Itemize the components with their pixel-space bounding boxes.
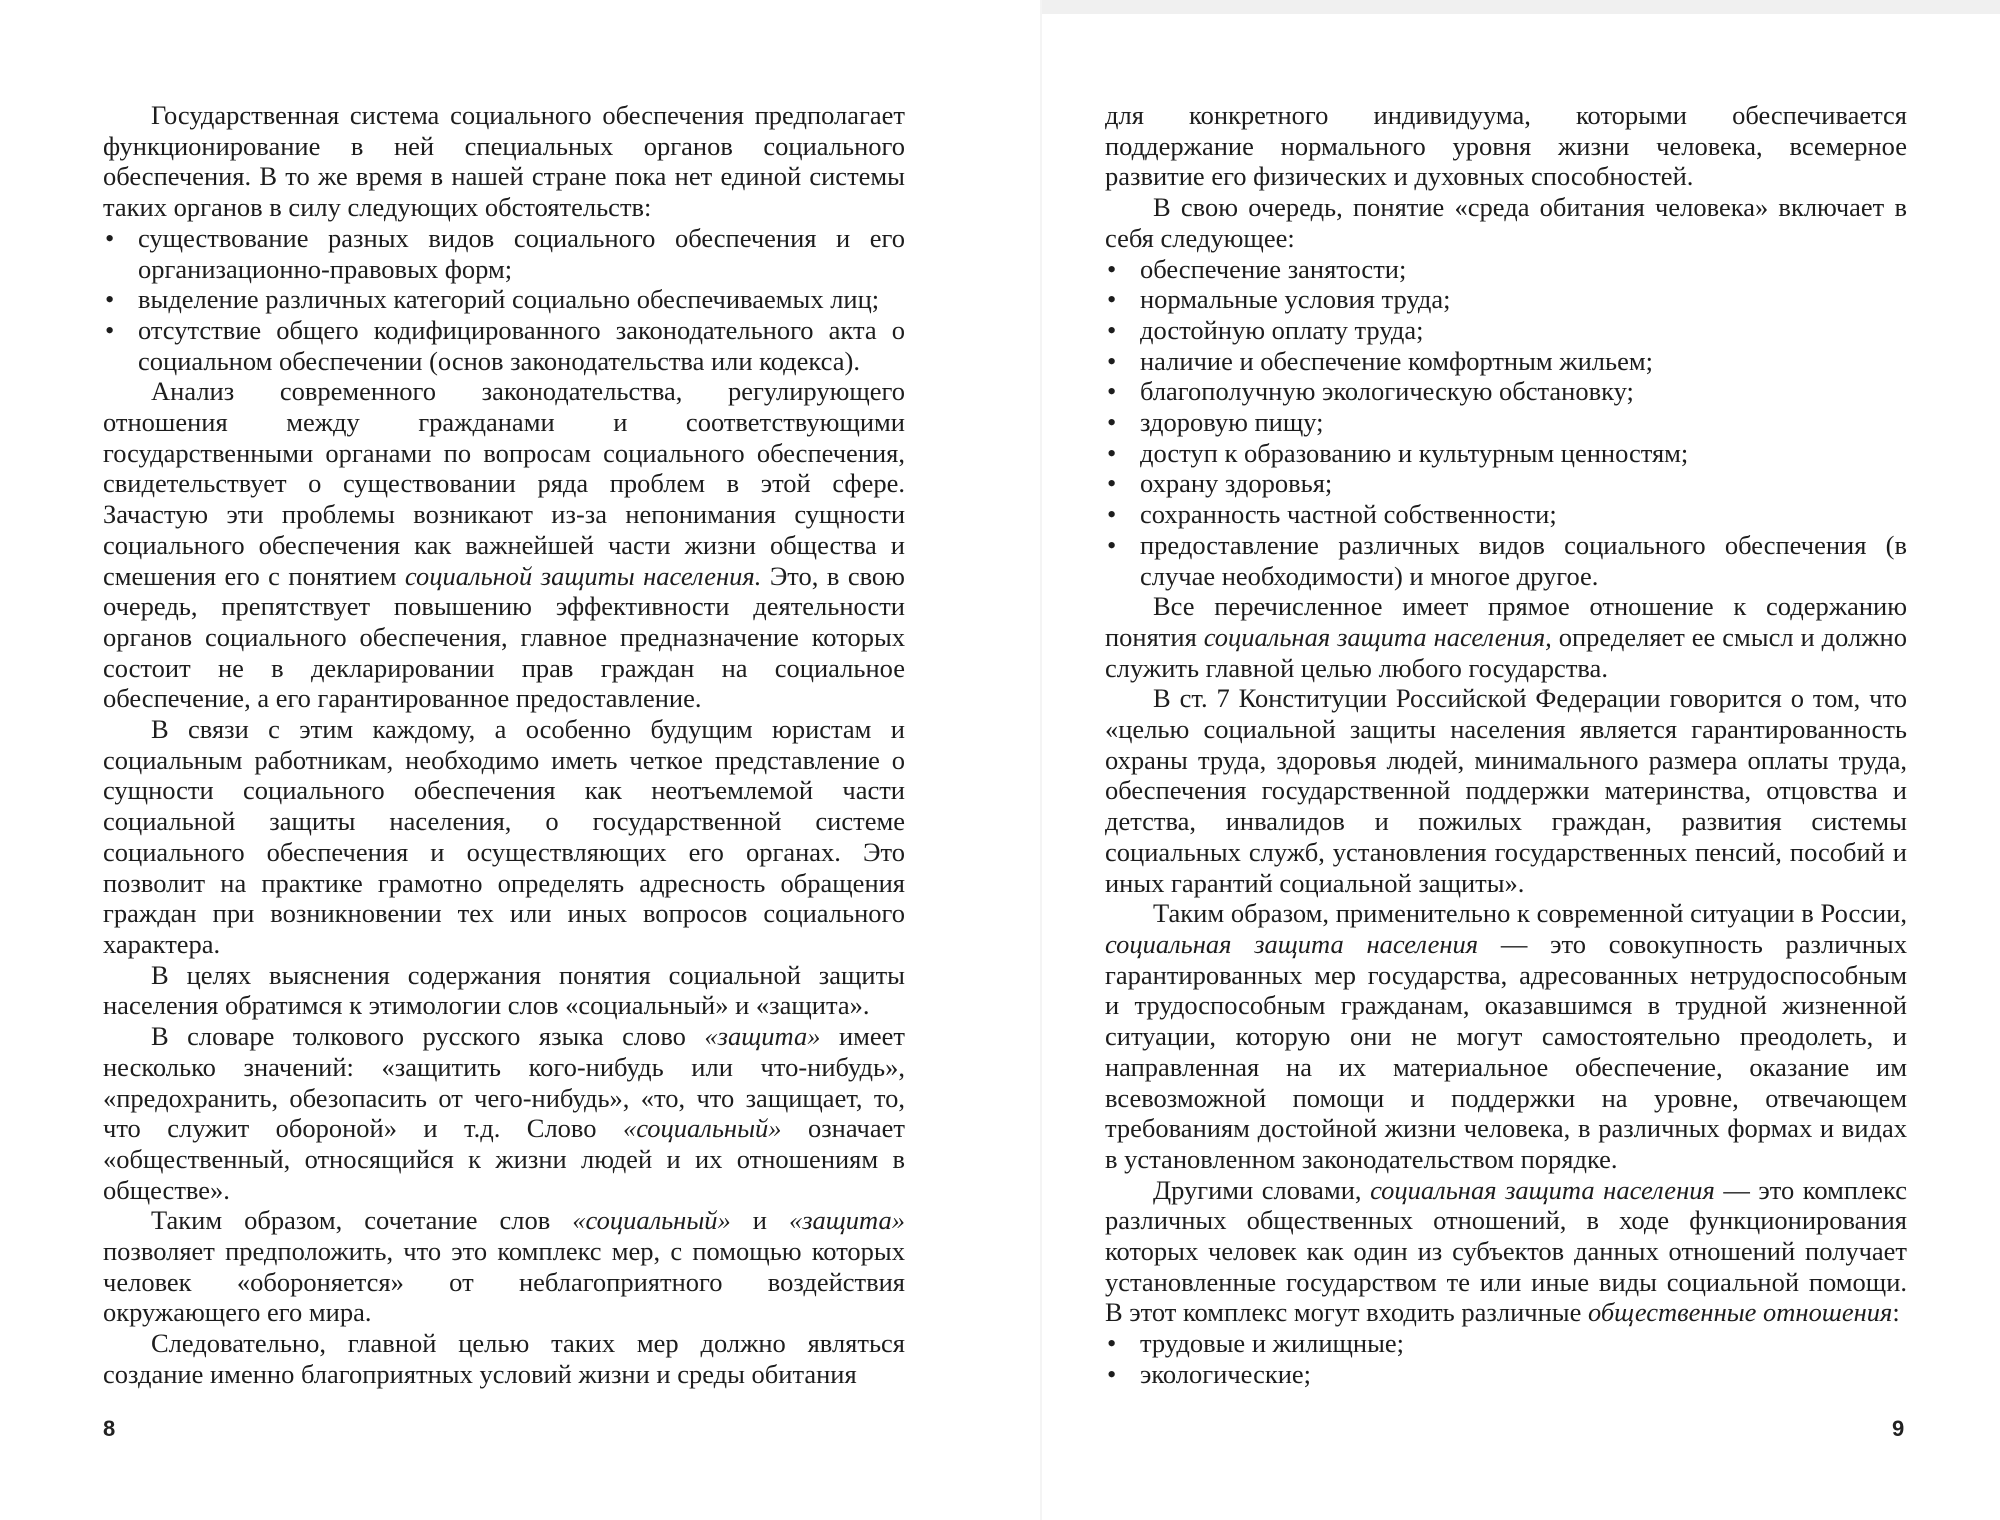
right-page-text [1105,100,1907,1390]
paragraph: Все перечисленное имеет прямое отношение к содержанию понятия социальная защита населения, определяет ее смысл и должно служить главной целью любого государства. [1105,591,1907,683]
list-item: • нормальные условия труда; [1105,284,1907,315]
page-number-left: 8 [103,1416,116,1441]
paragraph: В целях выяснения содержания понятия социальной защиты населения обратимся к этимологии слов «социальный» и «защита». [103,959,905,1021]
book-gutter [1040,0,1042,1520]
list-item: • существование разных видов социального обеспечения и его организационно-правовых форм; [103,223,905,284]
paragraph: Другими словами, социальная защита населения — это комплекс различных общественных отношений, в ходе функционирования которых человек как один из субъектов данных отношений получает установленные государством те или иные виды социальной помощи. В этот комплекс могут входить различные общественные отношения: [1105,1174,1907,1328]
paragraph: В связи с этим каждому, а особенно будущим юристам и социальным работникам, необходимо иметь четкое представление о сущности социального обеспечения как неотъемлемой части социальной защиты населения, о государственной системе социального обеспечения и осуществляющих его органах. Это позволит на практике грамотно определять адресность обращения граждан при возникновении тех или иных вопросов социального характера. [103,714,905,959]
paragraph: Таким образом, сочетание слов «социальный» и «защита» позволяет предположить, что это комплекс мер, с помощью которых человек «обороняется» от неблагоприятного воздействия окружающего его мира. [103,1205,905,1328]
paragraph: Таким образом, применительно к современной ситуации в России, социальная защита населения — это совокупность различных гарантированных мер государства, адресованных нетрудоспособным и трудоспособным гражданам, оказавшимся в трудной жизненной ситуации, которую они не могут самостоятельно преодолеть, и направленная на их материальное обеспечение, оказание им всевозможной помощи и поддержки на уровне, отвечающем требованиям достойной жизни человека, в различных формах и видах в установленном законодательством порядке. [1105,898,1907,1174]
list-item: • сохранность частной собственности; [1105,499,1907,530]
paragraph: Государственная система социального обеспечения предполагает функционирование в ней специальных органов социального обеспечения. В то же время в нашей стране пока нет единой системы таких органов в силу следующих обстоятельств: [103,100,905,223]
list-item: • охрану здоровья; [1105,468,1907,499]
left-page-text [103,100,905,1390]
list-item: • экологические; [1105,1359,1907,1390]
right-page [1105,100,1907,1390]
page-number-right: 9 [1892,1416,1905,1441]
list-item: • доступ к образованию и культурным ценностям; [1105,438,1907,469]
paragraph: В ст. 7 Конституции Российской Федерации говорится о том, что «целью социальной защиты населения является гарантированность охраны труда, здоровья людей, минимального размера оплаты труда, обеспечения государственной поддержки материнства, отцовства и детства, инвалидов и пожилых граждан, развития системы социальных служб, установления государственных пенсий, пособий и иных гарантий социальной защиты». [1105,683,1907,898]
paragraph: Следовательно, главной целью таких мер должно являться создание именно благоприятных условий жизни и среды обитания [103,1328,905,1389]
bullet-list [1105,254,1907,592]
list-item: • отсутствие общего кодифицированного законодательного акта о социальном обеспечении (основ законодательства или кодекса). [103,315,905,376]
list-item: • достойную оплату труда; [1105,315,1907,346]
bullet-list [103,223,905,377]
paragraph: В словаре толкового русского языка слово «защита» имеет несколько значений: «защитить кого-нибудь или что-нибудь», «предохранить, обезопасить от чего-нибудь», «то, что защищает, то, что служит обороной» и т.д. Слово «социальный» означает «общественный, относящийся к жизни людей и их отношениям в обществе». [103,1021,905,1205]
bullet-list [1105,1328,1907,1389]
paragraph: для конкретного индивидуума, которыми обеспечивается поддержание нормального уровня жизни человека, всемерное развитие его физических и духовных способностей. [1105,100,1907,192]
list-item: • трудовые и жилищные; [1105,1328,1907,1359]
list-item: • обеспечение занятости; [1105,254,1907,285]
left-page [103,100,905,1390]
paragraph: Анализ современного законодательства, регулирующего отношения между гражданами и соответствующими государственными органами по вопросам социального обеспечения, свидетельствует о существовании ряда проблем в этой сфере. Зачастую эти проблемы возникают из-за непонимания сущности социального обеспечения как важнейшей части жизни общества и смешения его с понятием социальной защиты населения. Это, в свою очередь, препятствует повышению эффективности деятельности органов социального обеспечения, главное предназначение которых состоит не в декларировании прав граждан на социальное обеспечение, а его гарантированное предоставление. [103,376,905,714]
page-edge-shade [1040,0,2000,14]
list-item: • благополучную экологическую обстановку; [1105,376,1907,407]
list-item: • здоровую пищу; [1105,407,1907,438]
list-item: • выделение различных категорий социально обеспечиваемых лиц; [103,284,905,315]
paragraph: В свою очередь, понятие «среда обитания человека» включает в себя следующее: [1105,192,1907,253]
list-item: • наличие и обеспечение комфортным жильем; [1105,346,1907,377]
list-item: • предоставление различных видов социального обеспечения (в случае необходимости) и многое другое. [1105,530,1907,591]
